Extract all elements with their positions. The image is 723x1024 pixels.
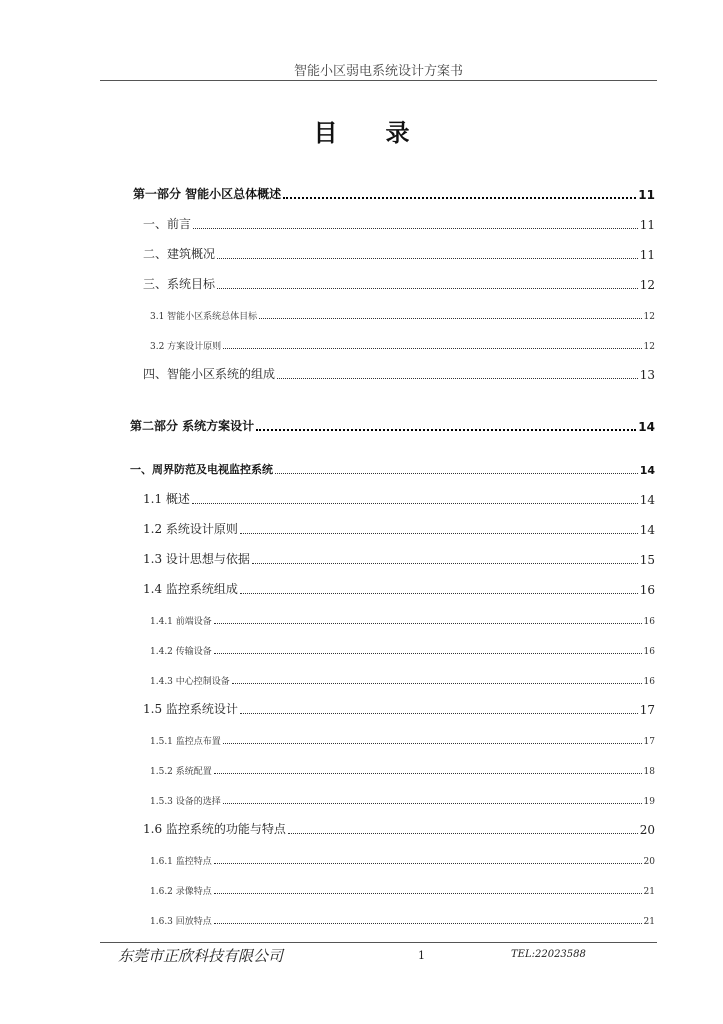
toc-leader [240, 593, 638, 594]
toc-label: 四、智能小区系统的组成 [143, 367, 276, 381]
toc-leader [217, 288, 638, 289]
toc-leader [240, 713, 638, 714]
toc-page-number: 16 [643, 677, 655, 687]
toc-label: 1.6.1 监控特点 [150, 857, 212, 867]
toc-entry[interactable] [143, 214, 655, 232]
toc-page-number: 16 [643, 617, 655, 627]
toc-entry[interactable] [143, 489, 655, 507]
toc-entry[interactable] [143, 819, 655, 837]
toc-label: 二、建筑概况 [143, 247, 216, 261]
toc-leader [277, 378, 638, 379]
toc-label: 一、周界防范及电视监控系统 [130, 463, 273, 476]
toc-entry[interactable] [143, 519, 655, 537]
toc-page-number: 16 [639, 583, 655, 597]
toc-entry[interactable] [150, 609, 655, 627]
toc-label: 1.6 监控系统的功能与特点 [143, 822, 286, 836]
toc-entry[interactable] [150, 304, 655, 322]
toc-leader [217, 258, 638, 259]
toc-page-number: 12 [639, 278, 655, 292]
toc-leader [214, 923, 642, 924]
toc-leader [252, 563, 638, 564]
toc-leader [288, 833, 638, 834]
toc-entry[interactable] [143, 549, 655, 567]
toc-page-number: 12 [643, 342, 655, 352]
toc-leader [214, 623, 642, 624]
toc-entry[interactable] [143, 364, 655, 382]
toc-leader [192, 503, 638, 504]
toc-page-number: 19 [643, 797, 655, 807]
toc-leader [223, 743, 642, 744]
toc-label: 三、系统目标 [143, 277, 216, 291]
toc-leader [214, 773, 642, 774]
toc-label: 1.4 监控系统组成 [143, 582, 238, 596]
toc-entry-part-2[interactable] [130, 416, 655, 434]
title-char-1: 目 [313, 118, 338, 147]
toc-label: 第二部分 系统方案设计 [130, 419, 255, 433]
toc-page-number: 17 [643, 737, 655, 747]
toc-entry[interactable] [143, 244, 655, 262]
toc-leader [232, 683, 642, 684]
toc-label: 1.4.3 中心控制设备 [150, 677, 230, 687]
toc-label: 1.4.1 前端设备 [150, 617, 212, 627]
toc-label: 1.5.3 设备的选择 [150, 797, 221, 807]
toc-leader [223, 348, 641, 349]
toc-entry[interactable] [150, 639, 655, 657]
toc-leader [259, 318, 641, 319]
header-divider [100, 80, 657, 81]
toc-page-number: 17 [639, 703, 655, 717]
title-char-2: 录 [385, 118, 410, 147]
toc-entry[interactable] [143, 579, 655, 597]
toc-leader [275, 473, 638, 474]
toc-label: 一、前言 [143, 217, 192, 231]
toc-label: 3.2 方案设计原则 [150, 342, 222, 352]
toc-page-number: 11 [639, 248, 655, 262]
toc-entry[interactable] [150, 909, 655, 927]
toc-page-number: 14 [638, 420, 655, 434]
footer-divider [100, 942, 657, 943]
toc-page-number: 20 [639, 823, 655, 837]
toc-page-number: 21 [643, 917, 655, 927]
toc-entry[interactable] [150, 849, 655, 867]
toc-label: 1.4.2 传输设备 [150, 647, 212, 657]
toc-page-number: 14 [639, 493, 655, 507]
toc-label: 1.6.2 录像特点 [150, 887, 212, 897]
toc-leader [193, 228, 638, 229]
toc-entry-chapter[interactable] [130, 459, 655, 477]
toc-page-number: 11 [638, 188, 655, 202]
toc-page-number: 14 [639, 523, 655, 537]
toc-entry[interactable] [143, 274, 655, 292]
toc-leader [214, 863, 642, 864]
toc-page-number: 11 [639, 218, 655, 232]
toc-label: 1.5.2 系统配置 [150, 767, 212, 777]
toc-page-number: 15 [639, 553, 655, 567]
toc-entry[interactable] [150, 334, 655, 352]
toc-label: 3.1 智能小区系统总体目标 [150, 312, 258, 322]
toc-entry[interactable] [150, 669, 655, 687]
toc-leader [223, 803, 642, 804]
toc-label: 1.2 系统设计原则 [143, 522, 238, 536]
toc-page-number: 21 [643, 887, 655, 897]
toc-label: 1.6.3 回放特点 [150, 917, 212, 927]
page-title [0, 113, 723, 148]
running-header: 智能小区弱电系统设计方案书 [293, 64, 463, 79]
toc-page-number: 12 [643, 312, 655, 322]
toc-leader [256, 429, 636, 431]
toc-page-number: 13 [639, 368, 655, 382]
toc-page-number: 20 [643, 857, 655, 867]
footer-telephone: TEL:22023588 [511, 949, 586, 960]
toc-leader [214, 653, 642, 654]
toc-label: 1.3 设计思想与依据 [143, 552, 250, 566]
toc-label: 1.5 监控系统设计 [143, 702, 238, 716]
toc-label: 1.1 概述 [143, 492, 190, 506]
toc-label: 第一部分 智能小区总体概述 [133, 187, 282, 201]
toc-label: 1.5.1 监控点布置 [150, 737, 221, 747]
toc-page-number: 14 [639, 464, 655, 477]
toc-entry[interactable] [150, 789, 655, 807]
footer-page-number: 1 [418, 949, 425, 962]
toc-entry[interactable] [150, 729, 655, 747]
toc-leader [240, 533, 638, 534]
toc-page-number: 16 [643, 647, 655, 657]
toc-entry-part-1[interactable] [133, 184, 655, 202]
toc-leader [283, 197, 636, 199]
toc-leader [214, 893, 642, 894]
toc-entry[interactable] [150, 879, 655, 897]
toc-entry[interactable] [143, 699, 655, 717]
toc-page-number: 18 [643, 767, 655, 777]
toc-entry[interactable] [150, 759, 655, 777]
footer-company-name: 东莞市正欣科技有限公司 [118, 947, 284, 965]
